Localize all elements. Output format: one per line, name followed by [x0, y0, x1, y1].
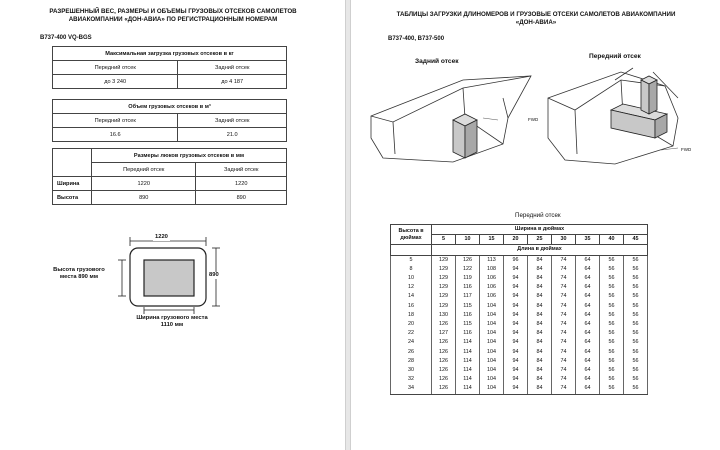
row-height-value: 16	[391, 302, 432, 311]
row-height-value: 22	[391, 329, 432, 338]
table-cell: 104	[480, 338, 504, 347]
table-cell: 126	[456, 255, 480, 265]
table-cell: 129	[432, 283, 456, 292]
doors-height-label: Высота	[53, 191, 92, 205]
table-cell: 56	[624, 348, 648, 357]
table-cell: 56	[600, 348, 624, 357]
table-row	[391, 311, 648, 320]
table-cell: 94	[504, 357, 528, 366]
table-cell: 56	[624, 265, 648, 274]
table-row	[391, 348, 648, 357]
table-row	[391, 375, 648, 384]
table-cell: 84	[528, 320, 552, 329]
table-row	[391, 255, 648, 265]
table-cell: 94	[504, 375, 528, 384]
row-height-value: 26	[391, 348, 432, 357]
table-cell: 56	[624, 320, 648, 329]
table-cell: 94	[504, 274, 528, 283]
table-cell: 56	[600, 329, 624, 338]
volume-rear-header: Задний отсек	[178, 114, 287, 128]
table-cell: 116	[456, 283, 480, 292]
table-cell: 84	[528, 255, 552, 265]
table-cell: 64	[576, 329, 600, 338]
table-cell: 56	[624, 283, 648, 292]
table-cell: 74	[552, 357, 576, 366]
table-cell: 84	[528, 329, 552, 338]
table-cell: 84	[528, 274, 552, 283]
table-cell: 126	[432, 320, 456, 329]
table-cell: 104	[480, 384, 504, 394]
row-height-value: 10	[391, 274, 432, 283]
table-cell: 94	[504, 311, 528, 320]
load-table	[52, 46, 287, 89]
rear-cargo-boxes	[453, 114, 477, 158]
table-row	[391, 274, 648, 283]
table-cell: 104	[480, 357, 504, 366]
table-cell: 56	[600, 274, 624, 283]
table-cell: 84	[528, 357, 552, 366]
volume-front-header: Передний отсек	[53, 114, 178, 128]
table-cell: 74	[552, 302, 576, 311]
volume-table-caption: Объем грузовых отсеков в м³	[53, 100, 287, 114]
table-cell: 74	[552, 292, 576, 301]
table-cell: 64	[576, 320, 600, 329]
table-row	[391, 320, 648, 329]
width-col-header: 10	[456, 235, 480, 245]
row-height-value: 32	[391, 375, 432, 384]
table-cell: 74	[552, 274, 576, 283]
table-cell: 126	[432, 366, 456, 375]
table-cell: 117	[456, 292, 480, 301]
row-header: Высота в дюймах	[391, 225, 432, 245]
table-cell: 94	[504, 348, 528, 357]
table-cell: 56	[600, 320, 624, 329]
table-cell: 64	[576, 338, 600, 347]
doors-front-header: Передний отсек	[92, 163, 196, 177]
table-cell: 56	[600, 265, 624, 274]
table-row	[391, 384, 648, 394]
width-header: Ширина в дюймах	[432, 225, 648, 235]
table-cell: 56	[600, 338, 624, 347]
table-cell: 104	[480, 348, 504, 357]
row-height-value: 28	[391, 357, 432, 366]
table-cell: 64	[576, 357, 600, 366]
table-cell: 64	[576, 265, 600, 274]
table-cell: 94	[504, 292, 528, 301]
table-cell: 114	[456, 338, 480, 347]
table-cell: 74	[552, 255, 576, 265]
table-cell: 116	[456, 311, 480, 320]
table-cell: 56	[600, 302, 624, 311]
table-cell: 126	[432, 338, 456, 347]
fwd-label-rear: FWD	[528, 117, 539, 122]
table-cell: 56	[624, 375, 648, 384]
table-cell: 84	[528, 348, 552, 357]
rear-compartment-label: Задний отсек	[415, 58, 459, 65]
table-cell: 129	[432, 265, 456, 274]
table-cell: 116	[456, 329, 480, 338]
table-cell: 56	[600, 375, 624, 384]
table-cell: 74	[552, 338, 576, 347]
table-cell: 56	[600, 255, 624, 265]
row-height-value: 8	[391, 265, 432, 274]
diagram-width-dim: 1220	[155, 234, 168, 240]
table-cell: 106	[480, 283, 504, 292]
table-cell: 114	[456, 384, 480, 394]
table-cell: 114	[456, 366, 480, 375]
table-cell: 114	[456, 357, 480, 366]
table-cell: 104	[480, 329, 504, 338]
doors-width-front: 1220	[92, 177, 196, 191]
table-cell: 84	[528, 384, 552, 394]
table-cell: 74	[552, 311, 576, 320]
doors-width-label: Ширина	[53, 177, 92, 191]
table-cell: 64	[576, 302, 600, 311]
table-title: Передний отсек	[515, 212, 561, 219]
width-col-header: 35	[576, 235, 600, 245]
table-cell: 74	[552, 320, 576, 329]
load-table-caption: Максимальная загрузка грузовых отсеков в кг	[53, 47, 287, 61]
table-cell: 74	[552, 348, 576, 357]
table-cell: 84	[528, 311, 552, 320]
load-rear-value: до 4 187	[178, 75, 287, 89]
table-cell: 64	[576, 274, 600, 283]
volume-table	[52, 99, 287, 142]
fwd-label-front: FWD	[681, 147, 692, 152]
table-cell: 104	[480, 311, 504, 320]
table-cell: 74	[552, 375, 576, 384]
row-height-value: 20	[391, 320, 432, 329]
table-cell: 84	[528, 265, 552, 274]
left-title: РАЗРЕШЕННЫЙ ВЕС, РАЗМЕРЫ И ОБЪЕМЫ ГРУЗОВЫХ ОТСЕКОВ САМОЛЕТОВ АВИАКОМПАНИИ «ДОН-АВИА» ПО РЕГИСТРАЦИОННЫМ НОМЕРАМ	[49, 8, 297, 23]
table-cell: 56	[624, 357, 648, 366]
table-cell: 84	[528, 283, 552, 292]
table-cell: 94	[504, 283, 528, 292]
table-cell: 106	[480, 274, 504, 283]
table-cell: 114	[456, 348, 480, 357]
table-row	[391, 366, 648, 375]
table-cell: 113	[480, 255, 504, 265]
doors-rear-header: Задний отсек	[196, 163, 287, 177]
dimensions-table	[390, 224, 648, 395]
doors-height-front: 890	[92, 191, 196, 205]
row-height-value: 30	[391, 366, 432, 375]
table-cell: 129	[432, 255, 456, 265]
width-col-header: 25	[528, 235, 552, 245]
table-cell: 115	[456, 320, 480, 329]
width-col-header: 45	[624, 235, 648, 245]
load-rear-header: Задний отсек	[178, 61, 287, 75]
front-compartment-label: Передний отсек	[589, 53, 641, 60]
table-cell: 84	[528, 292, 552, 301]
width-col-header: 20	[504, 235, 528, 245]
table-cell: 56	[624, 292, 648, 301]
table-cell: 64	[576, 375, 600, 384]
table-cell: 96	[504, 255, 528, 265]
table-cell: 122	[456, 265, 480, 274]
table-cell: 56	[624, 255, 648, 265]
row-height-value: 12	[391, 283, 432, 292]
table-cell: 94	[504, 338, 528, 347]
doors-width-rear: 1220	[196, 177, 287, 191]
table-cell: 56	[624, 274, 648, 283]
table-cell: 119	[456, 274, 480, 283]
table-row	[391, 357, 648, 366]
table-row	[391, 338, 648, 347]
row-height-value: 34	[391, 384, 432, 394]
table-cell: 127	[432, 329, 456, 338]
row-height-value: 14	[391, 292, 432, 301]
doors-table-caption: Размеры люков грузовых отсеков в мм	[92, 149, 287, 163]
table-cell: 94	[504, 302, 528, 311]
table-cell: 56	[624, 311, 648, 320]
table-cell: 104	[480, 366, 504, 375]
table-cell: 56	[624, 302, 648, 311]
table-row	[391, 292, 648, 301]
table-row	[391, 283, 648, 292]
table-cell: 64	[576, 384, 600, 394]
load-front-value: до 3 240	[53, 75, 178, 89]
table-cell: 94	[504, 265, 528, 274]
row-height-value: 18	[391, 311, 432, 320]
table-row	[391, 329, 648, 338]
table-cell: 64	[576, 283, 600, 292]
table-cell: 56	[624, 338, 648, 347]
table-cell: 74	[552, 366, 576, 375]
table-cell: 56	[600, 384, 624, 394]
table-cell: 56	[624, 366, 648, 375]
table-cell: 94	[504, 384, 528, 394]
table-cell: 64	[576, 292, 600, 301]
load-front-header: Передний отсек	[53, 61, 178, 75]
table-cell: 129	[432, 302, 456, 311]
table-cell: 64	[576, 255, 600, 265]
right-page	[351, 0, 720, 450]
table-cell: 56	[600, 292, 624, 301]
left-aircraft-label: B737-400 VQ-BGS	[40, 35, 92, 41]
table-row	[391, 302, 648, 311]
table-row	[391, 265, 648, 274]
table-cell: 104	[480, 302, 504, 311]
right-aircraft-label: B737-400, B737-500	[388, 36, 445, 42]
width-col-header: 40	[600, 235, 624, 245]
table-cell: 64	[576, 366, 600, 375]
table-cell: 56	[624, 384, 648, 394]
table-cell: 56	[624, 329, 648, 338]
table-cell: 74	[552, 283, 576, 292]
table-cell: 74	[552, 329, 576, 338]
diagram-height-dim: 890	[209, 272, 219, 278]
table-cell: 94	[504, 366, 528, 375]
table-cell: 126	[432, 375, 456, 384]
table-cell: 84	[528, 338, 552, 347]
table-cell: 108	[480, 265, 504, 274]
table-cell: 74	[552, 265, 576, 274]
table-cell: 56	[600, 366, 624, 375]
table-cell: 129	[432, 274, 456, 283]
length-header: Длина в дюймах	[432, 245, 648, 255]
table-cell: 106	[480, 292, 504, 301]
left-page	[0, 0, 345, 450]
row-height-value: 5	[391, 255, 432, 265]
table-cell: 56	[600, 283, 624, 292]
doors-table	[52, 148, 287, 205]
table-cell: 114	[456, 375, 480, 384]
table-cell: 94	[504, 329, 528, 338]
diagram-height-caption: Высота грузового места 890 мм	[53, 267, 105, 280]
table-cell: 84	[528, 366, 552, 375]
row-height-value: 24	[391, 338, 432, 347]
width-col-header: 5	[432, 235, 456, 245]
table-cell: 104	[480, 320, 504, 329]
table-cell: 84	[528, 302, 552, 311]
table-cell: 56	[600, 311, 624, 320]
table-cell: 64	[576, 311, 600, 320]
width-col-header: 30	[552, 235, 576, 245]
diagram-width-caption: Ширина грузового места 1110 мм	[136, 315, 208, 328]
table-cell: 126	[432, 384, 456, 394]
table-cell: 115	[456, 302, 480, 311]
table-cell: 126	[432, 348, 456, 357]
table-cell: 84	[528, 375, 552, 384]
volume-front-value: 16.6	[53, 128, 178, 142]
table-cell: 129	[432, 292, 456, 301]
doors-height-rear: 890	[196, 191, 287, 205]
table-cell: 64	[576, 348, 600, 357]
table-cell: 104	[480, 375, 504, 384]
right-title: ТАБЛИЦЫ ЗАГРУЗКИ ДЛИНОМЕРОВ И ГРУЗОВЫЕ ОТСЕКИ САМОЛЕТОВ АВИАКОМПАНИИ «ДОН-АВИА»	[396, 11, 676, 26]
table-cell: 130	[432, 311, 456, 320]
table-cell: 126	[432, 357, 456, 366]
cargo-box	[144, 260, 194, 296]
table-cell: 74	[552, 384, 576, 394]
volume-rear-value: 21.0	[178, 128, 287, 142]
table-cell: 56	[600, 357, 624, 366]
width-col-header: 15	[480, 235, 504, 245]
table-cell: 94	[504, 320, 528, 329]
